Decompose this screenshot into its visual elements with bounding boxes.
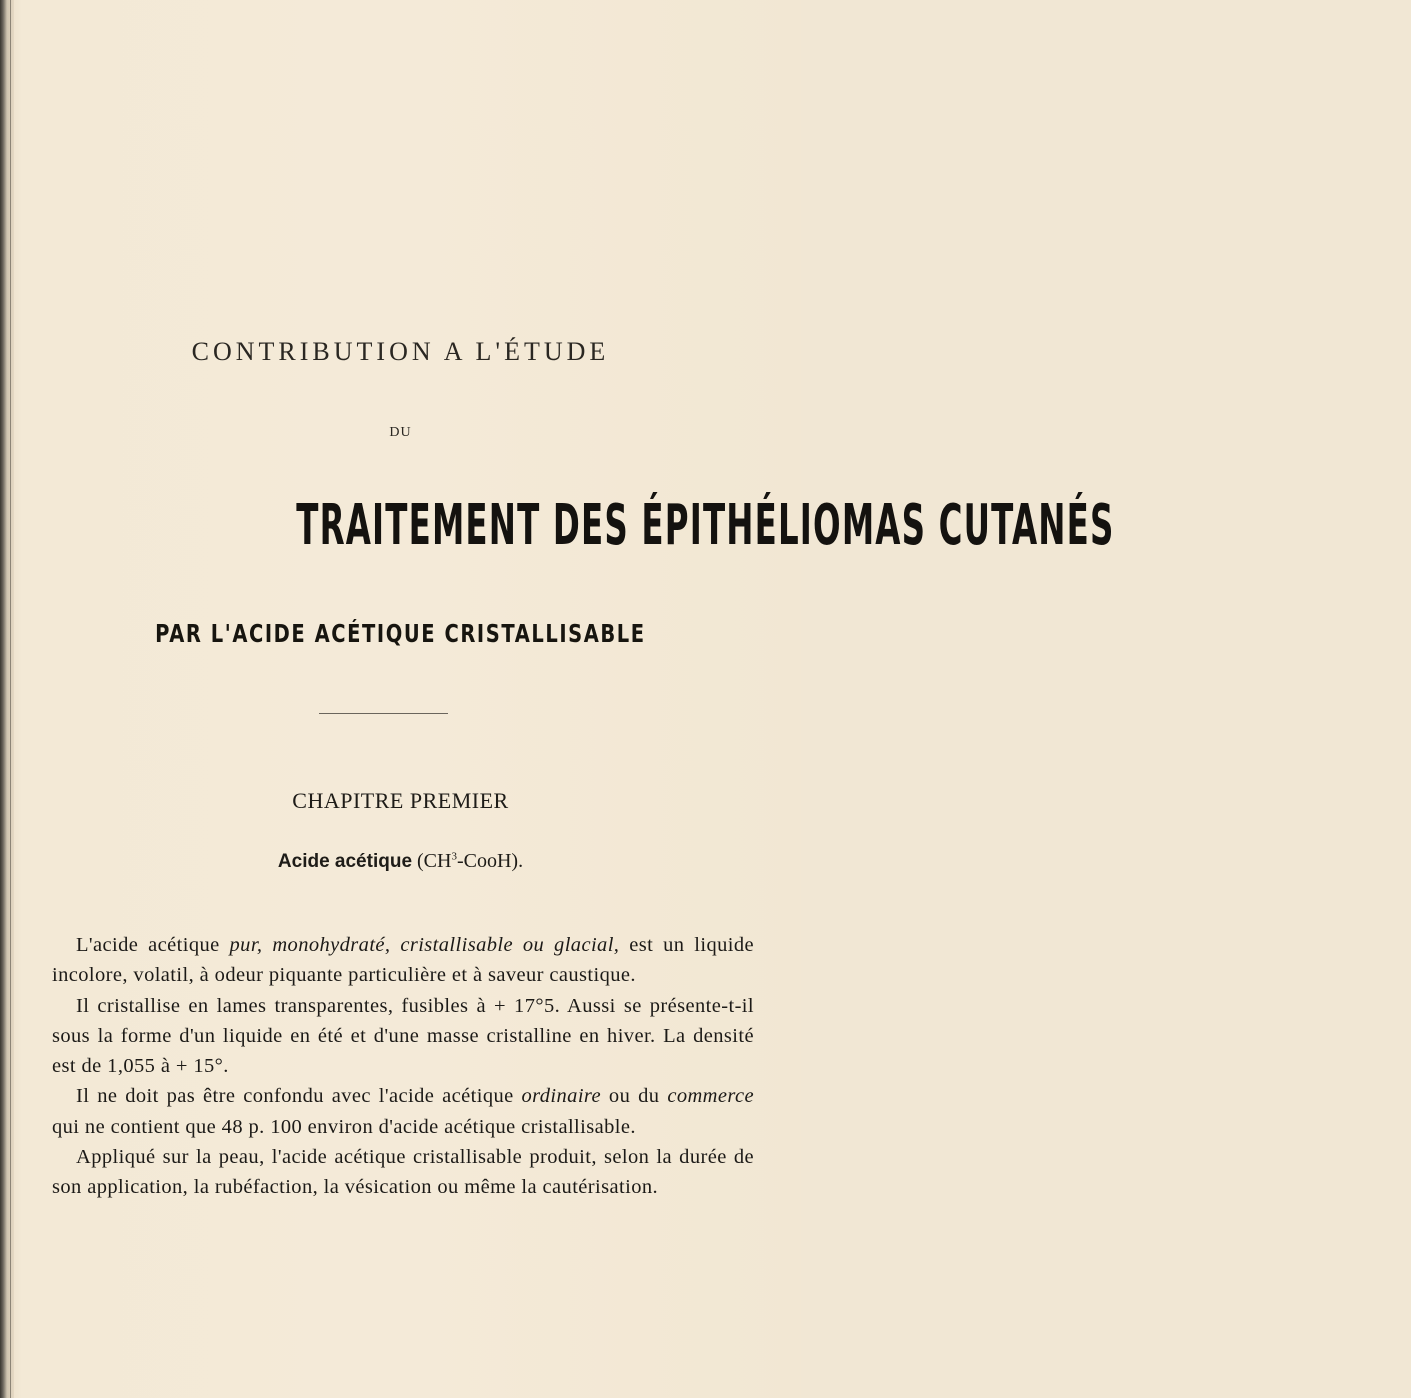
paragraph-1-rest: est un liquide incolore, volatil, à odeur piquante particulière et à saveur caustique.: [52, 934, 754, 987]
section-heading-bold: Acide acétique: [277, 851, 413, 872]
header-contribution: CONTRIBUTION A L'ÉTUDE: [191, 337, 610, 366]
separator-rule: [319, 713, 448, 714]
paragraph-4: Appliqué sur la peau, l'acide acétique cristallisable produit, selon la durée de son application, la rubéfaction, la vésication ou même la cautérisation.: [52, 1146, 754, 1199]
main-title: [0, 492, 1115, 560]
subtitle: [0, 619, 801, 649]
binding-edge: [0, 0, 14, 1398]
paragraph-3-lead: Il ne doit pas être confondu avec l'acide acétique: [76, 1085, 522, 1108]
paragraph-3-italic-ordinaire: ordinaire: [521, 1085, 602, 1108]
paragraph-1-italic: pur, monohydraté, cristallisable ou glacial,: [229, 934, 620, 956]
paragraph-1: [52, 930, 754, 991]
paragraph-2: Il cristallise en lames transparentes, fusibles à + 17°5. Aussi se présente-t-il sous la forme d'un liquide en été et d'une masse cristalline en hiver. La densité est de 1,055 à + 15°.: [52, 994, 754, 1078]
header-du: DU: [389, 425, 412, 440]
formula-close: -CooH).: [456, 850, 524, 872]
formula-superscript: 3: [451, 850, 457, 863]
section-heading: [0, 850, 801, 873]
main-title-text: TRAITEMENT DES ÉPITHÉLIOMAS CUTANÉS: [296, 493, 1115, 558]
paragraph-1-lead: L'acide acétique: [76, 934, 230, 956]
body-text: [52, 930, 754, 1203]
subtitle-text: PAR L'ACIDE ACÉTIQUE CRISTALLISABLE: [155, 619, 646, 648]
binding-line: [10, 0, 11, 1398]
paragraph-3-italic-commerce: commerce: [667, 1085, 754, 1108]
paragraph-3: [52, 1081, 754, 1142]
formula-open: (CH: [417, 850, 452, 872]
chapter-title: CHAPITRE PREMIER: [292, 788, 509, 813]
paragraph-3-mid: ou du: [601, 1085, 668, 1108]
paragraph-3-rest: qui ne contient que 48 p. 100 environ d'acide acétique cristallisable.: [52, 1115, 636, 1138]
